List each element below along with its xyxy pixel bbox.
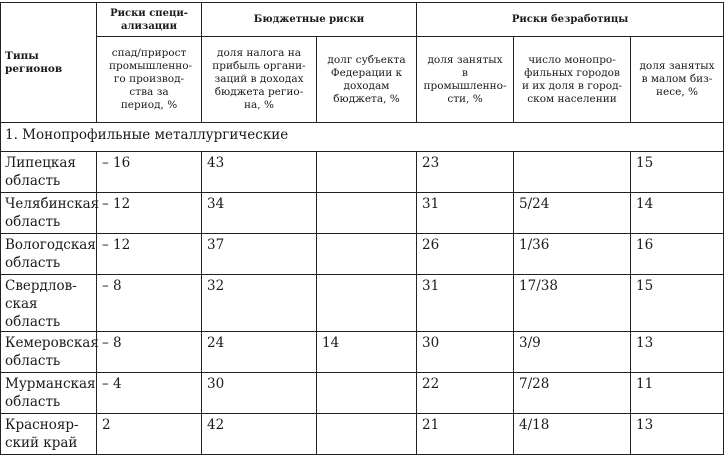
table-row: [1, 332, 724, 373]
table-row: [1, 275, 724, 332]
cell-monotowns: 1/36: [514, 234, 631, 275]
cell-industry-employment: 31: [417, 275, 514, 332]
cell-tax-share: 37: [202, 234, 317, 275]
table-row: [1, 234, 724, 275]
cell-monotowns: 4/18: [514, 414, 631, 455]
header-group-specialization: Риски специ- ализации: [97, 3, 202, 37]
cell-region-name: Краснояр- ский край: [1, 414, 97, 455]
cell-production-decline: – 12: [97, 193, 202, 234]
cell-production-decline: – 8: [97, 332, 202, 373]
cell-monotowns: 17/38: [514, 275, 631, 332]
cell-tax-share: 34: [202, 193, 317, 234]
header-group-unemployment: Риски безработицы: [417, 3, 724, 37]
header-region-types: Типы регионов: [1, 3, 97, 123]
cell-region-name: Мурманская область: [1, 373, 97, 414]
cell-small-business: 11: [631, 373, 724, 414]
cell-debt-ratio: [317, 414, 417, 455]
cell-tax-share: 30: [202, 373, 317, 414]
cell-production-decline: 2: [97, 414, 202, 455]
cell-region-name: Челябинская область: [1, 193, 97, 234]
cell-region-name: Кемеровская область: [1, 332, 97, 373]
table-row: [1, 152, 724, 193]
cell-debt-ratio: [317, 234, 417, 275]
cell-debt-ratio: [317, 152, 417, 193]
cell-monotowns: [514, 152, 631, 193]
table-row: [1, 373, 724, 414]
cell-industry-employment: 21: [417, 414, 514, 455]
regions-risk-table: [0, 2, 724, 455]
section-title: 1. Монопрофильные металлургические: [1, 123, 724, 152]
cell-debt-ratio: [317, 373, 417, 414]
cell-region-name: Свердлов- ская область: [1, 275, 97, 332]
cell-small-business: 15: [631, 152, 724, 193]
cell-debt-ratio: [317, 193, 417, 234]
header-col-monotowns: число монопро-фильных городов и их доля в город-ском населении: [514, 37, 631, 123]
header-col-debt-ratio: долг субъекта Федерации к доходам бюджета, %: [317, 37, 417, 123]
cell-production-decline: – 8: [97, 275, 202, 332]
cell-industry-employment: 22: [417, 373, 514, 414]
cell-region-name: Липецкая область: [1, 152, 97, 193]
cell-small-business: 16: [631, 234, 724, 275]
cell-production-decline: – 4: [97, 373, 202, 414]
table-row: [1, 193, 724, 234]
cell-region-name: Вологодская область: [1, 234, 97, 275]
cell-industry-employment: 31: [417, 193, 514, 234]
header-col-small-business: доля занятых в малом биз-несе, %: [631, 37, 724, 123]
cell-small-business: 14: [631, 193, 724, 234]
table-row: [1, 414, 724, 455]
cell-industry-employment: 30: [417, 332, 514, 373]
cell-production-decline: – 16: [97, 152, 202, 193]
cell-production-decline: – 12: [97, 234, 202, 275]
cell-debt-ratio: [317, 275, 417, 332]
cell-tax-share: 42: [202, 414, 317, 455]
cell-monotowns: 3/9: [514, 332, 631, 373]
cell-small-business: 15: [631, 275, 724, 332]
cell-small-business: 13: [631, 414, 724, 455]
header-group-budget: Бюджетные риски: [202, 3, 417, 37]
cell-tax-share: 24: [202, 332, 317, 373]
cell-monotowns: 5/24: [514, 193, 631, 234]
cell-industry-employment: 23: [417, 152, 514, 193]
cell-tax-share: 32: [202, 275, 317, 332]
cell-small-business: 13: [631, 332, 724, 373]
header-col-production-decline: спад/прирост промышленно-го производ-ства за период, %: [97, 37, 202, 123]
cell-industry-employment: 26: [417, 234, 514, 275]
cell-debt-ratio: 14: [317, 332, 417, 373]
header-col-tax-share: доля налога на прибыль органи-заций в доходах бюджета регио-на, %: [202, 37, 317, 123]
cell-monotowns: 7/28: [514, 373, 631, 414]
header-col-industry-employment: доля занятых в промышленно-сти, %: [417, 37, 514, 123]
cell-tax-share: 43: [202, 152, 317, 193]
